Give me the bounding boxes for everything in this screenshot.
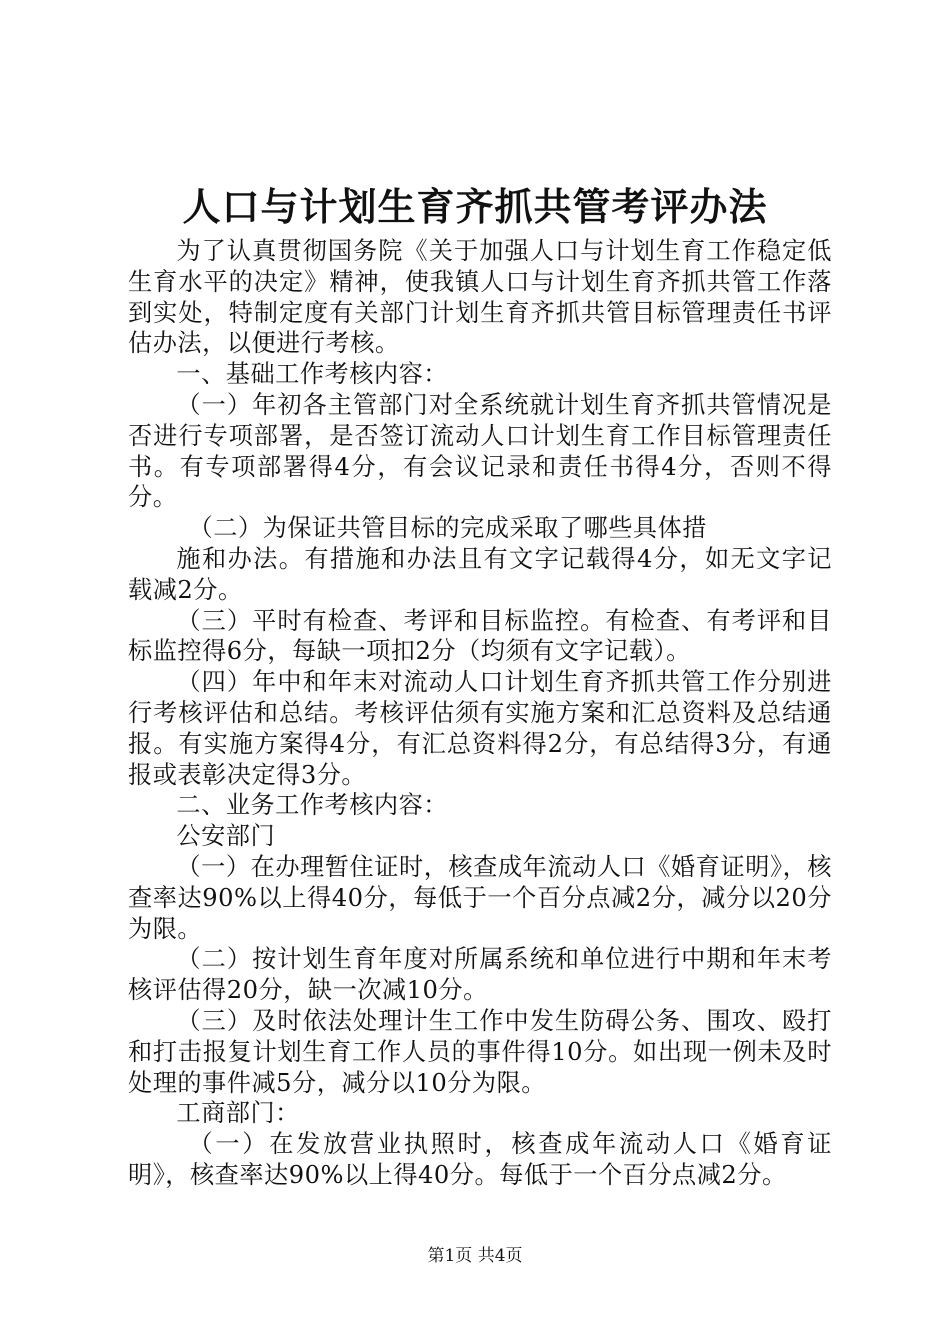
paragraph-intro: 为了认真贯彻国务院《关于加强人口与计划生育工作稳定低生育水平的决定》精神，使我镇人口与计划生育齐抓共管工作落到实处，特制定度有关部门计划生育齐抓共管目标管理责任书评估办法，以便进行考核。 [128, 237, 832, 358]
paragraph-basic-2-cont: 施和办法。有措施和办法且有文字记载得4分，如无文字记载减2分。 [128, 544, 832, 604]
page-footer: 第1页 共4页 [427, 1246, 523, 1266]
paragraph-police-3: （三）及时依法处理计生工作中发生防碍公务、围攻、殴打和打击报复计划生育工作人员的事件得10分。如出现一例未及时处理的事件减5分，减分以10分为限。 [128, 1006, 832, 1097]
document-title: 人口与计划生育齐抓共管考评办法 [182, 184, 768, 229]
paragraph-commerce-1: （一）在发放营业执照时，核查成年流动人口《婚育证明》，核查率达90%以上得40分。每低于一个百分点减2分。 [128, 1130, 832, 1189]
paragraph-basic-3: （三）平时有检查、考评和目标监控。有检查、有考评和目标监控得6分，每缺一项扣2分（均须有文字记载）。 [128, 606, 832, 666]
section-heading-basic: 一、基础工作考核内容： [176, 360, 448, 389]
subheading-police: 公安部门 [176, 822, 276, 851]
paragraph-basic-2: （二）为保证共管目标的完成采取了哪些具体措 [188, 514, 707, 543]
paragraph-basic-1: （一）年初各主管部门对全系统就计划生育齐抓共管情况是否进行专项部署，是否签订流动人口计划生育工作目标管理责任书。有专项部署得4分，有会议记录和责任书得4分，否则不得分。 [128, 390, 832, 512]
paragraph-basic-4: （四）年中和年末对流动人口计划生育齐抓共管工作分别进行考核评估和总结。考核评估须有实施方案和汇总资料及总结通报。有实施方案得4分，有汇总资料得2分，有总结得3分，有通报或表彰决定得3分。 [128, 668, 832, 789]
paragraph-police-2: （二）按计划生育年度对所属系统和单位进行中期和年末考核评估得20分，缺一次减10分。 [128, 945, 832, 1005]
paragraph-police-1: （一）在办理暂住证时，核查成年流动人口《婚育证明》，核查率达90%以上得40分，每低于一个百分点减2分，减分以20分为限。 [128, 852, 832, 943]
subheading-commerce: 工商部门： [176, 1099, 300, 1128]
document-body [128, 236, 832, 1191]
section-heading-business: 二、业务工作考核内容： [176, 791, 448, 820]
